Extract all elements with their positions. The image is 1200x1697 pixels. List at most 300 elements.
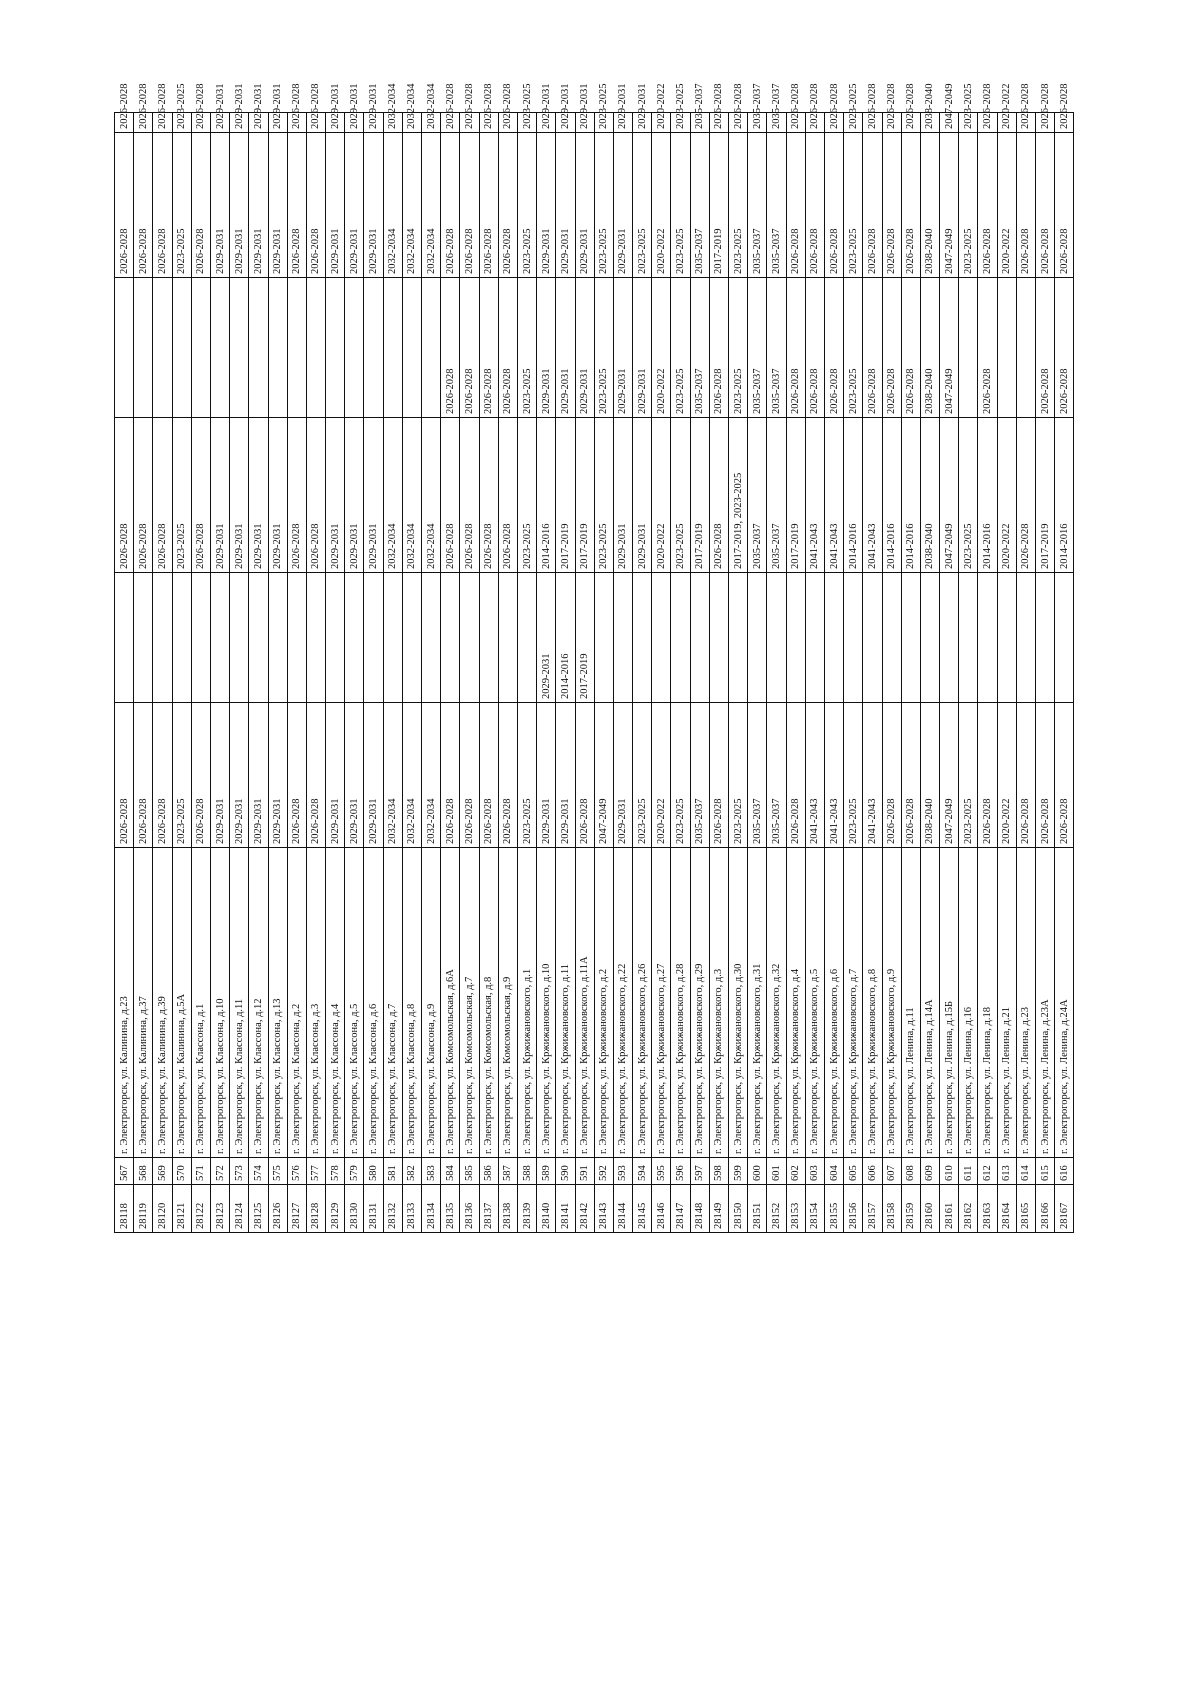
period-cell: 2032-2034 bbox=[383, 703, 402, 848]
period-cell: 2029-2031 bbox=[345, 133, 364, 278]
period-cell: 2023-2025 bbox=[671, 133, 690, 278]
table-row bbox=[326, 113, 345, 1233]
period-cell bbox=[345, 278, 364, 418]
table-row bbox=[613, 113, 632, 1233]
period-cell: 2038-2040 bbox=[920, 278, 939, 418]
period-cell: 2035-2037 bbox=[767, 113, 786, 133]
period-cell: 2026-2028 bbox=[901, 113, 920, 133]
period-cell: 2026-2028 bbox=[115, 418, 134, 573]
period-cell: 2047-2049 bbox=[940, 133, 959, 278]
period-cell: 2029-2031 bbox=[575, 113, 594, 133]
item-number-cell: 579 bbox=[345, 1158, 364, 1185]
period-cell: 2023-2025 bbox=[671, 703, 690, 848]
address-cell: г. Электрогорск, ул. Кржижановского, д.9 bbox=[882, 848, 901, 1158]
table-row bbox=[575, 113, 594, 1233]
period-cell: 2026-2028 bbox=[153, 418, 172, 573]
row-id-cell: 28135 bbox=[441, 1185, 460, 1233]
address-cell: г. Электрогорск, ул. Ленина, д.15Б bbox=[940, 848, 959, 1158]
period-cell: 2023-2025 bbox=[959, 133, 978, 278]
period-cell: 2026-2028 bbox=[441, 703, 460, 848]
period-cell bbox=[920, 573, 939, 703]
period-cell bbox=[326, 278, 345, 418]
item-number-cell: 612 bbox=[978, 1158, 997, 1185]
row-id-cell: 28139 bbox=[517, 1185, 536, 1233]
period-cell: 2035-2037 bbox=[748, 703, 767, 848]
period-cell: 2029-2031 bbox=[326, 133, 345, 278]
period-cell: 2029-2031 bbox=[575, 133, 594, 278]
table-row bbox=[709, 113, 728, 1233]
period-cell: 2023-2025 bbox=[671, 278, 690, 418]
row-id-cell: 28164 bbox=[997, 1185, 1016, 1233]
address-cell: г. Электрогорск, ул. Ленина, д.23А bbox=[1036, 848, 1055, 1158]
address-cell: г. Электрогорск, ул. Кржижановского, д.28 bbox=[671, 848, 690, 1158]
period-cell: 2032-2034 bbox=[422, 418, 441, 573]
table-row bbox=[786, 113, 805, 1233]
table-row bbox=[1055, 113, 1074, 1233]
period-cell: 2026-2028 bbox=[498, 703, 517, 848]
row-id-cell: 28140 bbox=[537, 1185, 556, 1233]
period-cell: 2047-2049 bbox=[940, 278, 959, 418]
item-number-cell: 604 bbox=[824, 1158, 843, 1185]
period-cell: 2026-2028 bbox=[786, 113, 805, 133]
period-cell: 2029-2031 bbox=[537, 113, 556, 133]
period-cell: 2041-2043 bbox=[824, 418, 843, 573]
period-cell: 2029-2031 bbox=[556, 703, 575, 848]
period-cell: 2026-2028 bbox=[1016, 703, 1035, 848]
period-cell: 2026-2028 bbox=[786, 133, 805, 278]
address-cell: г. Электрогорск, ул. Классона, д.3 bbox=[306, 848, 325, 1158]
row-id-cell: 28118 bbox=[115, 1185, 134, 1233]
period-cell: 2029-2031 bbox=[613, 113, 632, 133]
address-cell: г. Электрогорск, ул. Классона, д.9 bbox=[422, 848, 441, 1158]
period-cell: 2020-2022 bbox=[997, 703, 1016, 848]
address-cell: г. Электрогорск, ул. Классона, д.12 bbox=[249, 848, 268, 1158]
period-cell bbox=[210, 573, 229, 703]
row-id-cell: 28160 bbox=[920, 1185, 939, 1233]
period-cell: 2029-2031 bbox=[613, 133, 632, 278]
period-cell: 2029-2031 bbox=[249, 703, 268, 848]
period-cell: 2026-2028 bbox=[498, 278, 517, 418]
period-cell: 2023-2025 bbox=[517, 113, 536, 133]
period-cell bbox=[230, 278, 249, 418]
period-cell: 2026-2028 bbox=[441, 133, 460, 278]
item-number-cell: 585 bbox=[460, 1158, 479, 1185]
period-cell bbox=[460, 573, 479, 703]
address-cell: г. Электрогорск, ул. Ленина, д.21 bbox=[997, 848, 1016, 1158]
period-cell: 2020-2022 bbox=[652, 278, 671, 418]
period-cell bbox=[901, 573, 920, 703]
period-cell: 2029-2031 bbox=[249, 113, 268, 133]
period-cell bbox=[805, 573, 824, 703]
period-cell bbox=[633, 573, 652, 703]
period-cell bbox=[709, 573, 728, 703]
row-id-cell: 28153 bbox=[786, 1185, 805, 1233]
period-cell: 2026-2028 bbox=[153, 113, 172, 133]
period-cell: 2029-2031 bbox=[230, 703, 249, 848]
period-cell: 2026-2028 bbox=[460, 703, 479, 848]
period-cell: 2026-2028 bbox=[460, 113, 479, 133]
item-number-cell: 598 bbox=[709, 1158, 728, 1185]
address-cell: г. Электрогорск, ул. Кржижановского, д.27 bbox=[652, 848, 671, 1158]
item-number-cell: 613 bbox=[997, 1158, 1016, 1185]
period-cell: 2023-2025 bbox=[729, 703, 748, 848]
period-cell: 2014-2016 bbox=[556, 573, 575, 703]
period-cell bbox=[422, 573, 441, 703]
period-cell: 2026-2028 bbox=[1055, 703, 1074, 848]
period-cell bbox=[863, 573, 882, 703]
period-cell: 2035-2037 bbox=[748, 133, 767, 278]
row-id-cell: 28159 bbox=[901, 1185, 920, 1233]
table-row bbox=[882, 113, 901, 1233]
table-row bbox=[422, 113, 441, 1233]
period-cell bbox=[249, 573, 268, 703]
period-cell: 2026-2028 bbox=[824, 278, 843, 418]
table-row bbox=[498, 113, 517, 1233]
period-cell bbox=[326, 573, 345, 703]
period-cell bbox=[729, 573, 748, 703]
period-cell: 2026-2028 bbox=[978, 133, 997, 278]
item-number-cell: 578 bbox=[326, 1158, 345, 1185]
period-cell: 2029-2031 bbox=[210, 113, 229, 133]
row-id-cell: 28125 bbox=[249, 1185, 268, 1233]
address-cell: г. Электрогорск, ул. Кржижановского, д.31 bbox=[748, 848, 767, 1158]
address-cell: г. Электрогорск, ул. Кржижановского, д.8 bbox=[863, 848, 882, 1158]
period-cell: 2020-2022 bbox=[652, 418, 671, 573]
address-cell: г. Электрогорск, ул. Классона, д.10 bbox=[210, 848, 229, 1158]
period-cell bbox=[517, 573, 536, 703]
period-cell: 2023-2025 bbox=[517, 418, 536, 573]
period-cell: 2035-2037 bbox=[690, 278, 709, 418]
period-cell bbox=[345, 573, 364, 703]
item-number-cell: 589 bbox=[537, 1158, 556, 1185]
period-cell: 2029-2031 bbox=[613, 703, 632, 848]
row-id-cell: 28157 bbox=[863, 1185, 882, 1233]
period-cell: 2038-2040 bbox=[920, 418, 939, 573]
period-cell bbox=[652, 573, 671, 703]
period-cell bbox=[422, 278, 441, 418]
period-cell: 2029-2031 bbox=[575, 278, 594, 418]
period-cell: 2026-2028 bbox=[287, 133, 306, 278]
period-cell: 2023-2025 bbox=[594, 133, 613, 278]
period-cell: 2026-2028 bbox=[287, 418, 306, 573]
row-id-cell: 28123 bbox=[210, 1185, 229, 1233]
period-cell bbox=[882, 573, 901, 703]
item-number-cell: 586 bbox=[479, 1158, 498, 1185]
table-row bbox=[517, 113, 536, 1233]
period-cell bbox=[479, 573, 498, 703]
item-number-cell: 605 bbox=[844, 1158, 863, 1185]
period-cell: 2023-2025 bbox=[172, 703, 191, 848]
item-number-cell: 592 bbox=[594, 1158, 613, 1185]
address-cell: г. Электрогорск, ул. Классона, д.7 bbox=[383, 848, 402, 1158]
period-cell bbox=[172, 573, 191, 703]
period-cell: 2041-2043 bbox=[805, 703, 824, 848]
period-cell: 2032-2034 bbox=[422, 703, 441, 848]
period-cell: 2032-2034 bbox=[402, 703, 421, 848]
address-cell: г. Электрогорск, ул. Кржижановского, д.11А bbox=[575, 848, 594, 1158]
period-cell bbox=[191, 573, 210, 703]
item-number-cell: 601 bbox=[767, 1158, 786, 1185]
row-id-cell: 28149 bbox=[709, 1185, 728, 1233]
period-cell: 2026-2028 bbox=[978, 113, 997, 133]
address-cell: г. Электрогорск, ул. Ленина, д.11 bbox=[901, 848, 920, 1158]
period-cell: 2029-2031 bbox=[249, 133, 268, 278]
period-cell: 2026-2028 bbox=[306, 703, 325, 848]
row-id-cell: 28120 bbox=[153, 1185, 172, 1233]
period-cell: 2029-2031 bbox=[364, 418, 383, 573]
period-cell bbox=[1016, 573, 1035, 703]
period-cell: 2029-2031 bbox=[537, 703, 556, 848]
period-cell: 2023-2025 bbox=[729, 133, 748, 278]
period-cell: 2026-2028 bbox=[191, 133, 210, 278]
period-cell: 2017-2019 bbox=[556, 418, 575, 573]
row-id-cell: 28166 bbox=[1036, 1185, 1055, 1233]
table-row bbox=[364, 113, 383, 1233]
period-cell: 2026-2028 bbox=[729, 113, 748, 133]
period-cell: 2026-2028 bbox=[1036, 113, 1055, 133]
period-cell: 2020-2022 bbox=[652, 133, 671, 278]
table-row bbox=[805, 113, 824, 1233]
period-cell: 2029-2031 bbox=[268, 133, 287, 278]
period-cell: 2029-2031 bbox=[364, 133, 383, 278]
period-cell: 2026-2028 bbox=[882, 133, 901, 278]
period-cell: 2026-2028 bbox=[882, 278, 901, 418]
row-id-cell: 28167 bbox=[1055, 1185, 1074, 1233]
period-cell bbox=[1016, 278, 1035, 418]
period-cell bbox=[383, 573, 402, 703]
period-cell: 2026-2028 bbox=[805, 278, 824, 418]
address-cell: г. Электрогорск, ул. Классона, д.4 bbox=[326, 848, 345, 1158]
period-cell: 2029-2031 bbox=[326, 703, 345, 848]
address-cell: г. Электрогорск, ул. Кржижановского, д.30 bbox=[729, 848, 748, 1158]
address-cell: г. Электрогорск, ул. Кржижановского, д.10 bbox=[537, 848, 556, 1158]
period-cell: 2029-2031 bbox=[537, 573, 556, 703]
period-cell: 2026-2028 bbox=[287, 703, 306, 848]
table-row bbox=[441, 113, 460, 1233]
period-cell: 2032-2034 bbox=[402, 133, 421, 278]
address-cell: г. Электрогорск, ул. Кржижановского, д.11 bbox=[556, 848, 575, 1158]
period-cell bbox=[844, 573, 863, 703]
period-cell: 2026-2028 bbox=[441, 278, 460, 418]
period-cell: 2026-2028 bbox=[978, 278, 997, 418]
table-row bbox=[230, 113, 249, 1233]
period-cell: 2023-2025 bbox=[633, 133, 652, 278]
period-cell: 2029-2031 bbox=[326, 418, 345, 573]
period-cell bbox=[191, 278, 210, 418]
period-cell: 2029-2031 bbox=[345, 418, 364, 573]
period-cell bbox=[153, 573, 172, 703]
period-cell bbox=[268, 573, 287, 703]
period-cell: 2020-2022 bbox=[652, 113, 671, 133]
period-cell bbox=[1055, 573, 1074, 703]
period-cell: 2020-2022 bbox=[652, 703, 671, 848]
period-cell bbox=[210, 278, 229, 418]
address-cell: г. Электрогорск, ул. Калинина, д.37 bbox=[134, 848, 153, 1158]
period-cell: 2026-2028 bbox=[115, 703, 134, 848]
period-cell: 2029-2031 bbox=[364, 113, 383, 133]
period-cell: 2020-2022 bbox=[997, 133, 1016, 278]
period-cell: 2026-2028 bbox=[863, 133, 882, 278]
period-cell bbox=[306, 278, 325, 418]
row-id-cell: 28132 bbox=[383, 1185, 402, 1233]
period-cell: 2035-2037 bbox=[748, 418, 767, 573]
period-cell: 2017-2019 bbox=[709, 133, 728, 278]
period-cell: 2026-2028 bbox=[824, 133, 843, 278]
period-cell bbox=[249, 278, 268, 418]
table-row bbox=[767, 113, 786, 1233]
period-cell: 2029-2031 bbox=[613, 278, 632, 418]
period-cell: 2029-2031 bbox=[633, 418, 652, 573]
period-cell: 2026-2028 bbox=[479, 133, 498, 278]
period-cell: 2023-2025 bbox=[594, 278, 613, 418]
item-number-cell: 584 bbox=[441, 1158, 460, 1185]
item-number-cell: 599 bbox=[729, 1158, 748, 1185]
item-number-cell: 606 bbox=[863, 1158, 882, 1185]
item-number-cell: 614 bbox=[1016, 1158, 1035, 1185]
period-cell bbox=[364, 278, 383, 418]
period-cell: 2023-2025 bbox=[671, 113, 690, 133]
period-cell bbox=[690, 573, 709, 703]
table-body bbox=[115, 83, 1074, 1233]
period-cell: 2026-2028 bbox=[479, 278, 498, 418]
period-cell: 2029-2031 bbox=[249, 418, 268, 573]
period-cell: 2026-2028 bbox=[441, 418, 460, 573]
period-cell bbox=[1036, 573, 1055, 703]
period-cell: 2014-2016 bbox=[1055, 418, 1074, 573]
period-cell: 2014-2016 bbox=[537, 418, 556, 573]
item-number-cell: 611 bbox=[959, 1158, 978, 1185]
period-cell bbox=[671, 573, 690, 703]
table-row bbox=[249, 113, 268, 1233]
table-row bbox=[844, 113, 863, 1233]
period-cell: 2026-2028 bbox=[1016, 113, 1035, 133]
period-cell: 2026-2028 bbox=[1055, 133, 1074, 278]
period-cell: 2047-2049 bbox=[940, 418, 959, 573]
row-id-cell: 28143 bbox=[594, 1185, 613, 1233]
period-cell: 2041-2043 bbox=[805, 418, 824, 573]
item-number-cell: 572 bbox=[210, 1158, 229, 1185]
row-id-cell: 28146 bbox=[652, 1185, 671, 1233]
period-cell: 2026-2028 bbox=[460, 418, 479, 573]
period-cell: 2026-2028 bbox=[805, 133, 824, 278]
row-id-cell: 28134 bbox=[422, 1185, 441, 1233]
item-number-cell: 591 bbox=[575, 1158, 594, 1185]
item-number-cell: 615 bbox=[1036, 1158, 1055, 1185]
period-cell: 2026-2028 bbox=[479, 113, 498, 133]
period-cell bbox=[115, 278, 134, 418]
row-id-cell: 28136 bbox=[460, 1185, 479, 1233]
period-cell: 2029-2031 bbox=[537, 133, 556, 278]
address-cell: г. Электрогорск, ул. Комсомольская, д.7 bbox=[460, 848, 479, 1158]
period-cell: 2029-2031 bbox=[230, 113, 249, 133]
period-cell: 2029-2031 bbox=[345, 703, 364, 848]
item-number-cell: 594 bbox=[633, 1158, 652, 1185]
period-cell: 2023-2025 bbox=[172, 133, 191, 278]
table-row bbox=[729, 113, 748, 1233]
item-number-cell: 588 bbox=[517, 1158, 536, 1185]
row-id-cell: 28150 bbox=[729, 1185, 748, 1233]
item-number-cell: 576 bbox=[287, 1158, 306, 1185]
item-number-cell: 570 bbox=[172, 1158, 191, 1185]
address-cell: г. Электрогорск, ул. Классона, д.6 bbox=[364, 848, 383, 1158]
table-row bbox=[690, 113, 709, 1233]
period-cell: 2029-2031 bbox=[556, 113, 575, 133]
period-cell: 2032-2034 bbox=[383, 113, 402, 133]
address-cell: г. Электрогорск, ул. Ленина, д.14А bbox=[920, 848, 939, 1158]
item-number-cell: 597 bbox=[690, 1158, 709, 1185]
period-cell: 2047-2049 bbox=[594, 703, 613, 848]
period-cell bbox=[153, 278, 172, 418]
period-cell: 2029-2031 bbox=[268, 703, 287, 848]
period-cell: 2026-2028 bbox=[134, 418, 153, 573]
period-cell: 2023-2025 bbox=[844, 113, 863, 133]
period-cell: 2026-2028 bbox=[786, 703, 805, 848]
period-cell: 2023-2025 bbox=[959, 703, 978, 848]
address-cell: г. Электрогорск, ул. Калинина, д.5А bbox=[172, 848, 191, 1158]
period-cell: 2026-2028 bbox=[709, 418, 728, 573]
address-cell: г. Электрогорск, ул. Кржижановского, д.3 bbox=[709, 848, 728, 1158]
period-cell: 2029-2031 bbox=[230, 418, 249, 573]
period-cell: 2014-2016 bbox=[844, 418, 863, 573]
period-cell: 2029-2031 bbox=[633, 278, 652, 418]
table-row bbox=[652, 113, 671, 1233]
period-cell bbox=[364, 573, 383, 703]
period-cell: 2035-2037 bbox=[767, 418, 786, 573]
period-cell: 2026-2028 bbox=[153, 133, 172, 278]
table-row bbox=[383, 113, 402, 1233]
address-cell: г. Электрогорск, ул. Кржижановского, д.2 bbox=[594, 848, 613, 1158]
row-id-cell: 28152 bbox=[767, 1185, 786, 1233]
table-row bbox=[210, 113, 229, 1233]
item-number-cell: 610 bbox=[940, 1158, 959, 1185]
row-id-cell: 28127 bbox=[287, 1185, 306, 1233]
period-cell: 2026-2028 bbox=[460, 278, 479, 418]
address-cell: г. Электрогорск, ул. Классона, д.2 bbox=[287, 848, 306, 1158]
table-row bbox=[479, 113, 498, 1233]
table-row bbox=[268, 113, 287, 1233]
row-id-cell: 28161 bbox=[940, 1185, 959, 1233]
period-cell: 2014-2016 bbox=[901, 418, 920, 573]
period-cell bbox=[748, 573, 767, 703]
period-cell: 2026-2028 bbox=[1055, 278, 1074, 418]
table-row bbox=[920, 113, 939, 1233]
item-number-cell: 571 bbox=[191, 1158, 210, 1185]
period-cell: 2032-2034 bbox=[402, 113, 421, 133]
period-cell: 2026-2028 bbox=[191, 703, 210, 848]
period-cell: 2047-2049 bbox=[940, 113, 959, 133]
period-cell: 2026-2028 bbox=[134, 133, 153, 278]
period-cell bbox=[767, 573, 786, 703]
table-row bbox=[153, 113, 172, 1233]
period-cell: 2035-2037 bbox=[748, 113, 767, 133]
period-cell: 2029-2031 bbox=[210, 418, 229, 573]
address-cell: г. Электрогорск, ул. Комсомольская, д.8 bbox=[479, 848, 498, 1158]
table-row bbox=[115, 113, 134, 1233]
item-number-cell: 583 bbox=[422, 1158, 441, 1185]
period-cell bbox=[402, 278, 421, 418]
period-cell: 2026-2028 bbox=[498, 113, 517, 133]
period-cell bbox=[940, 573, 959, 703]
period-cell bbox=[287, 278, 306, 418]
period-cell: 2014-2016 bbox=[978, 418, 997, 573]
item-number-cell: 569 bbox=[153, 1158, 172, 1185]
period-cell: 2026-2028 bbox=[863, 278, 882, 418]
period-cell: 2032-2034 bbox=[383, 418, 402, 573]
period-cell: 2029-2031 bbox=[613, 418, 632, 573]
period-cell: 2029-2031 bbox=[556, 133, 575, 278]
period-cell: 2026-2028 bbox=[498, 418, 517, 573]
period-cell: 2026-2028 bbox=[1055, 113, 1074, 133]
